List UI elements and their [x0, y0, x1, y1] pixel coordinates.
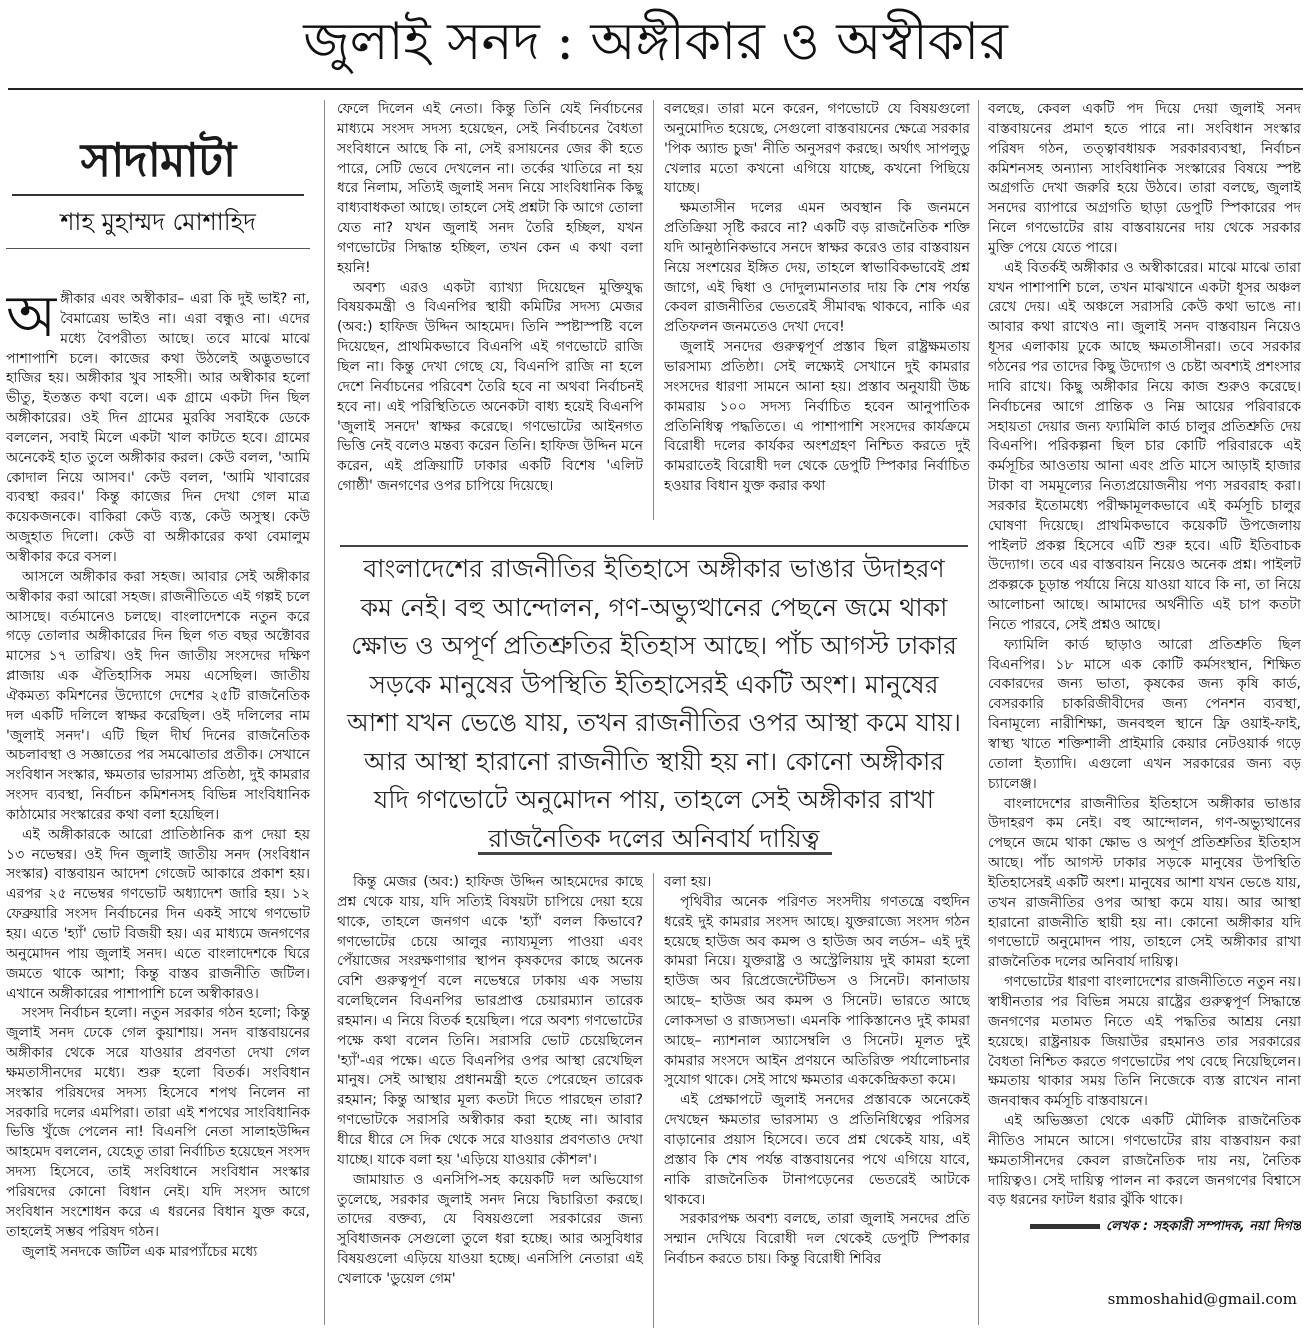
paragraph: অঙ্গীকার এবং অস্বীকার– এরা কি দুই ভাই? না, বৈমাত্রেয় ভাইও না। এরা বন্ধুও না। এদের মধ্যে বৈপরীত্য আছে। তবে মাঝে মাঝে পাশাপাশি চলে। কাজের কথা উঠলেই অদ্ভুতভাবে হাজির হয়। অঙ্গীকার খুব সাহসী। আর অস্বীকার হলো ভীতু, ইতস্তত কথা বলে। এক গ্রামে একটা দিন ছিল অঙ্গীকারের। ওই দিন গ্রামের মুরব্বি সবাইকে ডেকে বললেন, সবাই মিলে একটা খাল কাটতে হবে। গ্রামের অনেকেই হাত তুলে অঙ্গীকার করল। কেউ বলল, 'আমি কোদাল নিয়ে আসব।' কেউ বলল, 'আমি খাবারের ব্যবস্থা করব।' কিন্তু কাজের দিন দেখা গেল মাত্র কয়েকজনকে। বাকিরা কেউ ব্যস্ত, কেউ অসুস্থ। কেউ অজুহাত দিলো। কেউ বা অঙ্গীকারের কথা বেমালুম অস্বীকার করে বসল। [6, 290, 310, 565]
article-column-2-bottom [337, 873, 643, 1328]
article-column-4 [988, 100, 1301, 1270]
paragraph: এই প্রেক্ষাপটে জুলাই সনদের প্রস্তাবকে অনেকেই দেখছেন ক্ষমতার ভারসাম্য ও প্রতিনিধিত্বের পরিসর বাড়ানোর প্রয়াস হিসেবে। তবে প্রশ্ন থেকেই যায়, এই প্রস্তাব কি শেষ পর্যন্ত বাস্তবায়নের পথে এগিয়ে যাবে, নাকি রাজনৈতিক টানাপড়েনের ভেতরেই আটকে থাকবে। [664, 1092, 970, 1208]
paragraph: ক্ষমতাসীন দলের এমন অবস্থান কি জনমনে প্রতিক্রিয়া সৃষ্টি করবে না? একটি বড় রাজনৈতিক শক্তি যদি আনুষ্ঠানিকভাবে সনদে স্বাক্ষর করেও তার বাস্তবায়ন নিয়ে সংশয়ের ইঙ্গিত দেয়, তাহলে স্বাভাবিকভাবেই প্রশ্ন জাগে, এই দ্বিধা ও দোদুল্যমানতার দায় কি শেষ পর্যন্ত কেবল রাজনীতির ভেতরেই সীমাবদ্ধ থাকবে, নাকি এর প্রতিফলন জনমতেও দেখা দেবে! [664, 200, 970, 336]
drop-cap: অ [6, 290, 57, 350]
paragraph: বাংলাদেশের রাজনীতির ইতিহাসে অঙ্গীকার ভাঙার উদাহরণ কম নেই। বহু আন্দোলন, গণ-অভ্যুত্থানের পেছনে জমে থাকা ক্ষোভ ও অপূর্ণ প্রতিশ্রুতির ইতিহাস আছে। পাঁচ আগস্ট ঢাকার সড়কে মানুষের উপস্থিতি ইতিহাসেরই একটি অংশ। মানুষের আশা যখন ভেঙে যায়, তখন রাজনীতির ওপর আস্থা কমে যায়। আর আস্থা হারানো রাজনীতি স্থায়ী হয় না। কোনো অঙ্গীকার যদি গণভোটে অনুমোদন পায়, তাহলে সেই অঙ্গীকার রাখা রাজনৈতিক দলের অনিবার্য দায়িত্ব। [988, 795, 1301, 971]
article-column-2-top [337, 100, 643, 520]
paragraph: সংসদ নির্বাচন হলো। নতুন সরকার গঠন হলো; কিন্তু জুলাই সনদ ঢেকে গেল কুয়াশায়। সনদ বাস্তবায়নের অঙ্গীকার থেকে সরে যাওয়ার প্রবণতা দেখা গেল ক্ষমতাসীনদের মধ্যে। শুরু হলো বিতর্ক। সংবিধান সংস্কার পরিষদের সদস্য হিসেবে শপথ নিলেন না সরকারি দলের এমপিরা। তারা এই শপথের সাংবিধানিক ভিত্তি খুঁজে পেলেন না! বিএনপি নেতা সালাহউদ্দিন আহমেদ বললেন, যেহেতু তারা নির্বাচিত হয়েছেন সংসদ সদস্য হিসেবে, তাই সংবিধানে সংবিধান সংস্কার পরিষদের কোনো বিধান নেই। যদি সংসদ আগে সংবিধান সংশোধন করে এ ধরনের বিধান যুক্ত করে, তাহলেই সম্ভব পরিষদ গঠন। [6, 1005, 310, 1240]
paragraph: জামায়াত ও এনসিপি-সহ কয়েকটি দল অভিযোগ তুলেছে, সরকার জুলাই সনদ নিয়ে দ্বিচারিতা করছে। তাদের বক্তব্য, যে বিষয়গুলো সরকারের জন্য সুবিধাজনক সেগুলো তুলে ধরা হচ্ছে। আর অসুবিধার বিষয়গুলো এড়িয়ে যাওয়া হচ্ছে। এনসিপি নেতারা এই খেলাকে 'ডুয়েল গেম' [337, 1171, 643, 1287]
paragraph: এই অঙ্গীকারকে আরো প্রাতিষ্ঠানিক রূপ দেয়া হয় ১৩ নভেম্বর। ওই দিন জুলাই জাতীয় সনদ (সংবিধান সংস্কার) বাস্তবায়ন আদেশ গেজেট আকারে প্রকাশ হয়। এরপর ২৫ নভেম্বর গণভোট অধ্যাদেশ জারি হয়। ১২ ফেব্রুয়ারি সংসদ নির্বাচনের দিন একই সাথে গণভোট হয়। এতে 'হ্যাঁ' ভোট বিজয়ী হয়। এর মাধ্যমে জনগণের অনুমোদন পায় জুলাই সনদ। এতে বাংলাদেশকে ঘিরে জমতে থাকে আশা; কিন্তু বাস্তব রাজনীতি জটিল। এখানে অঙ্গীকারের পাশাপাশি চলে অস্বীকারও। [6, 826, 310, 1002]
paragraph: বলা হয়। [664, 874, 712, 890]
headline: জুলাই সনদ : অঙ্গীকার ও অস্বীকার [303, 12, 1008, 72]
paragraph: বলছে, কেবল একটি পদ দিয়ে দেয়া জুলাই সনদ বাস্তবায়নের প্রমাণ হতে পারে না। সংবিধান সংস্কার পরিষদ গঠন, তত্ত্বাবধায়ক সরকারব্যবস্থা, নির্বাচন কমিশনসহ অন্যান্য সাংবিধানিক সংস্কারের বিষয়ে স্পষ্ট অগ্রগতি দেখা জরুরি হয়ে উঠবে। তারা বলছে, জুলাই সনদের ব্যাপারে অগ্রগতি ছাড়া ডেপুটি স্পিকারের পদ নিলে গণভোটের রায় বাস্তবায়নের দায় থেকে সরকার মুক্তি পেয়ে যেতে পারে। [988, 101, 1301, 256]
paragraph: অবশ্য এরও একটা ব্যাখ্যা দিয়েছেন মুক্তিযুদ্ধ বিষয়কমন্ত্রী ও বিএনপির স্থায়ী কমিটির সদস্য মেজর (অব:) হাফিজ উদ্দিন আহমেদ। তিনি স্পষ্টাস্পষ্টি বলে দিয়েছেন, প্রাথমিকভাবে বিএনপি এই গণভোটে রাজি ছিল না। কিন্তু দেখা গেছে যে, বিএনপি রাজি না হলে দেশে নির্বাচনের পরিবেশ তৈরি হবে না অথবা নির্বাচনই হবে না। এই পরিস্থিতিতে অনেকটা বাধ্য হয়েই বিএনপি 'জুলাই সনদে' স্বাক্ষর করেছে। গণভোটের আইনগত ভিত্তি নেই বলেও মন্তব্য করেন তিনি। হাফিজ উদ্দিন মনে করেন, এই প্রক্রিয়াটি ঢাকার একটি বিশেষ 'এলিট গোষ্ঠী' জনগণের ওপর চাপিয়ে দিয়েছে। [337, 279, 643, 495]
paragraph: গণভোটের ধারণা বাংলাদেশের রাজনীতিতে নতুন নয়। স্বাধীনতার পর বিভিন্ন সময়ে রাষ্ট্রের গুরুত্বপূর্ণ সিদ্ধান্তে জনগণের মতামত নিতে এই পদ্ধতির আশ্রয় নেয়া হয়েছে। রাষ্ট্রনায়ক জিয়াউর রহমানও তার সরকারের বৈধতা নিশ্চিত করতে গণভোটের পথ বেছে নিয়েছিলেন। ক্ষমতায় থাকার সময় তিনি নিজেকে ব্যস্ত রাখেন নানা জনবান্ধব কর্মসূচি বাস্তবায়নে। [988, 974, 1301, 1110]
pullquote-rule-bottom [478, 852, 832, 855]
article-column-3-bottom [664, 873, 970, 1328]
byline-rule [6, 248, 310, 249]
signature-dash [1030, 1224, 1100, 1229]
pullquote: বাংলাদেশের রাজনীতির ইতিহাসে অঙ্গীকার ভাঙার উদাহরণ কম নেই। বহু আন্দোলন, গণ-অভ্যুত্থানের পেছনে জমে থাকা ক্ষোভ ও অপূর্ণ প্রতিশ্রুতির ইতিহাস আছে। পাঁচ আগস্ট ঢাকার সড়কে মানুষের উপস্থিতি ইতিহাসেরই একটি অংশ। মানুষের আশা যখন ভেঙে যায়, তখন রাজনীতির ওপর আস্থা কমে যায়। আর আস্থা হারানো রাজনীতি স্থায়ী হয় না। কোনো অঙ্গীকার যদি গণভোটে অনুমোদন পায়, তাহলে সেই অঙ্গীকার রাখা রাজনৈতিক দলের অনিবার্য দায়িত্ব [347, 554, 961, 853]
column-divider [653, 100, 654, 520]
column-logo: সাদামাটা [80, 133, 236, 187]
article-column-1 [6, 290, 310, 1325]
column-masthead [6, 130, 310, 249]
article-column-3-top [664, 100, 970, 520]
paragraph: এই বিতর্কই অঙ্গীকার ও অস্বীকারের। মাঝে মাঝে তারা যখন পাশাপাশি চলে, তখন মাঝখানে একটা ধূসর অঞ্চল রেখে দেয়। এই অঞ্চলে সরাসরি কেউ কথা ভাঙে না। আবার কথা রাখেও না। জুলাই সনদ বাস্তবায়ন নিয়েও ধূসর এলাকায় ঢুকে আছে ক্ষমতাসীনরা। তবে সরকার গঠনের পর তাদের কিছু উদ্যোগ ও চেষ্টা অবশ্যই প্রশংসার দাবি রাখে। কিছু অঙ্গীকার নিয়ে কাজ শুরুও করেছে। নির্বাচনের আগে প্রান্তিক ও নিম্ন আয়ের পরিবারকে সহায়তা দেয়ার জন্য ফ্যামিলি কার্ড চালুর প্রতিশ্রুতি দেয় বিএনপি। পরিকল্পনা ছিল চার কোটি পরিবারকে এই কর্মসূচির আওতায় আনা এবং প্রতি মাসে আড়াই হাজার টাকা বা সমমূল্যের নিত্যপ্রয়োজনীয় পণ্য সরবরাহ করা। সরকার ইতোমধ্যে পরীক্ষামূলকভাবে এই কর্মসূচি চালুর ঘোষণা দিয়েছে। প্রাথমিকভাবে কয়েকটি উপজেলায় পাইলট প্রকল্প হিসেবে এটি শুরু হবে। এটি ইতিবাচক উদ্যোগ। তবে এর বাস্তবায়ন নিয়েও অনেক প্রশ্ন। পাইলট প্রকল্পকে চূড়ান্ত পর্যায়ে নিয়ে যাওয়া যাবে কি না, তা নিয়ে আলোচনা আছে। আমাদের অর্থনীতি এই চাপ কতটা নিতে পারবে, সেই প্রশ্নও আছে। [988, 259, 1301, 633]
paragraph: বলছের। তারা মনে করেন, গণভোটে যে বিষয়গুলো অনুমোদিত হয়েছে, সেগুলো বাস্তবায়নের ক্ষেত্রে সরকার 'পিক অ্যান্ড চুজ' নীতি অনুসরণ করছে। অর্থাৎ সাপলুডু খেলার মতো কখনো এগিয়ে যাচ্ছে, কখনো পিছিয়ে যাচ্ছে। [664, 101, 970, 197]
logo-rule [12, 194, 304, 196]
paragraph: জুলাই সনদকে জটিল এক মারপ্যাঁচের মধ্যে [22, 1243, 258, 1260]
paragraph: আসলে অঙ্গীকার করা সহজ। আবার সেই অঙ্গীকার অস্বীকার করা আরো সহজ। রাজনীতিতে এই গল্পই চলে আসছে। বর্তমানেও চলছে। বাংলাদেশকে নতুন করে গড়ে তোলার অঙ্গীকারের দিন ছিল গত বছর অক্টোবর মাসের ১৭ তারিখ। ওই দিন জাতীয় সংসদের দক্ষিণ প্লাজায় এক ঐতিহাসিক সময় এসেছিল। জাতীয় ঐকমত্য কমিশনের উদ্যোগে দেশের ২৫টি রাজনৈতিক দল একটি দলিলে স্বাক্ষর করেছিল। ওই দলিলের নাম 'জুলাই সনদ'। এটি ছিল দীর্ঘ দিনের রাজনৈতিক অচলাবস্থা ও সজ্ঞাতের পর সমঝোতার প্রতীক। সেখানে সংবিধান সংস্কার, ক্ষমতার ভারসাম্য প্রতিষ্ঠা, দুই কামরার সংসদ ব্যবস্থা, নির্বাচন কমিশনসহ বিভিন্ন সাংবিধানিক কাঠামোর সংস্কারের কথা বলা হয়েছিল। [6, 568, 310, 823]
column-divider [978, 100, 979, 1325]
paragraph: জুলাই সনদের গুরুত্বপূর্ণ প্রস্তাব ছিল রাষ্ট্রক্ষমতায় ভারসাম্য প্রতিষ্ঠা। সেই লক্ষ্যেই সেখানে দুই কামরার সংসদের ধারণা সামনে আনা হয়। প্রস্তাব অনুযায়ী উচ্চ কামরায় ১০০ সদস্য নির্বাচিত হবেন আনুপাতিক প্রতিনিধিত্ব পদ্ধতিতে। এ পাশাপাশি সংসদের কার্যক্রমে বিরোধী দলের কার্যকর অংশগ্রহণ নিশ্চিত করতে দুই কামরাতেই বিরোধী দল থেকে ডেপুটি স্পিকার নির্বাচিত হওয়ার বিধান যুক্ত করার কথা [664, 339, 970, 495]
pullquote-rule-top [340, 545, 968, 547]
headline-rule [8, 88, 1303, 90]
paragraph: পৃথিবীর অনেক পরিণত সংসদীয় গণতন্ত্রে বহুদিন ধরেই দুই কামরার সংসদ আছে। যুক্তরাজ্যে সংসদ গঠন হয়েছে হাউজ অব কমন্স ও হাউজ অব লর্ডস– এই দুই কামরা নিয়ে। যুক্তরাষ্ট্র ও অস্ট্রেলিয়ায় দুই কামরা হলো হাউজ অব রিপ্রেজেন্টেটিভস ও সিনেট। কানাডায় আছে– হাউজ অব কমন্স ও সিনেট। ভারতে আছে লোকসভা ও রাজ্যসভা। এমনকি পাকিস্তানেও দুই কামরা আছে– ন্যাশনাল অ্যাসেম্বলি ও সিনেট। মূলত দুই কামরার সংসদে আইন প্রণয়নে অতিরিক্ত পর্যালোচনার সুযোগ থাকে। সেই সাথে ক্ষমতার এককেন্দ্রিকতা কমে। [664, 893, 970, 1089]
author-signature: লেখক : সহকারী সম্পাদক, নয়া দিগন্ত [988, 1217, 1301, 1237]
paragraph: ফ্যামিলি কার্ড ছাড়াও আরো প্রতিশ্রুতি ছিল বিএনপির। ১৮ মাসে এক কোটি কর্মসংস্থান, শিক্ষিত বেকারদের জন্য ভাতা, কৃষকের জন্য কৃষি কার্ড, বেসরকারি চাকরিজীবীদের জন্য পেনশন ব্যবস্থা, বিনামূল্যে নারীশিক্ষা, জনবহুল স্থানে ফ্রি ওয়াই-ফাই, স্বাস্থ্য খাতে শক্তিশালী প্রাইমারি কেয়ার নেটওয়ার্ক গড়ে তোলা ইত্যাদি। এগুলো এখন সরকারের জন্য বড় চ্যালেঞ্জ। [988, 636, 1301, 792]
paragraph: কিন্তু মেজর (অব:) হাফিজ উদ্দিন আহমেদের কাছে প্রশ্ন থেকে যায়, যদি সত্যিই বিষয়টা চাপিয়ে দেয়া হয়ে থাকে, তাহলে জনগণ একে 'হ্যাঁ' বলল কিভাবে? গণভোটের চেয়ে আলুর ন্যায্যমূল্য পাওয়া এবং পেঁয়াজের সংরক্ষণাগার স্থাপন কৃষকদের কাছে অনেক বেশি গুরুত্বপূর্ণ বলে নভেম্বরে ঢাকায় এক সভায় বলেছিলেন বিএনপির ভারপ্রাপ্ত চেয়ারম্যান তারেক রহমান। এ নিয়ে বিতর্ক হয়েছিল। পরে অবশ্য গণভোটের পক্ষে কথা বলেন তিনি। সরাসরি ভোট চেয়েছিলেন 'হ্যাঁ'-এর পক্ষে। এতে বিএনপির ওপর আস্থা রেখেছিল মানুষ। সেই আস্থায় প্রধানমন্ত্রী হতে পেরেছেন তারেক রহমান; কিন্তু আস্থার মূল্য কতটা দিতে পারছেন তারা? গণভোটকে সরাসরি অস্বীকার করা হচ্ছে না। আবার ধীরে ধীরে সে দিক থেকে সরে যাওয়ার প্রবণতাও দেখা যাচ্ছে। যাকে বলা হয় 'এড়িয়ে যাওয়ার কৌশল'। [337, 874, 643, 1168]
paragraph: এই অভিজ্ঞতা থেকে একটি মৌলিক রাজনৈতিক নীতিও সামনে আসে। গণভোটের রায় বাস্তবায়ন করা ক্ষমতাসীনদের কেবল রাজনৈতিক দায় নয়, নৈতিক দায়িত্বও। সেই দায়িত্ব পালন না করলে জনগণের বিশ্বাসে বড় ধরনের ফাটল ধরার ঝুঁকি থাকে। [988, 1113, 1301, 1209]
author-email[interactable]: smmoshahid@gmail.com [1107, 1290, 1297, 1308]
author-byline: শাহ মুহাম্মদ মোশাহিদ [60, 208, 256, 236]
paragraph: সরকারপক্ষ অবশ্য বলছে, তারা জুলাই সনদের প্রতি সম্মান দেখিয়ে বিরোধী দল থেকেই ডেপুটি স্পিকার নির্বাচন করতে চায়। কিন্তু বিরোধী শিবির [664, 1211, 970, 1268]
column-divider [324, 100, 325, 1325]
column-divider [653, 873, 654, 1328]
paragraph: ফেলে দিলেন এই নেতা। কিন্তু তিনি যেই নির্বাচনের মাধ্যমে সংসদ সদস্য হয়েছেন, সেই নির্বাচনের বৈধতা সংবিধানে আছে কি না, সেই রসায়নের জের কী হতে পারে, সেটি ভেবে দেখলেন না। তর্কের খাতিরে না হয় ধরে নিলাম, সত্যিই জুলাই সনদ নিয়ে সাংবিধানিক কিছু বাধ্যবাধকতা আছে। তাহলে সেই প্রশ্নটা কি আগে তোলা যেত না? যখন জুলাই সনদ তৈরি হচ্ছিল, যখন গণভোটের সিদ্ধান্ত হচ্ছিল, তখন কেন এ কথা বলা হয়নি! [337, 101, 643, 276]
